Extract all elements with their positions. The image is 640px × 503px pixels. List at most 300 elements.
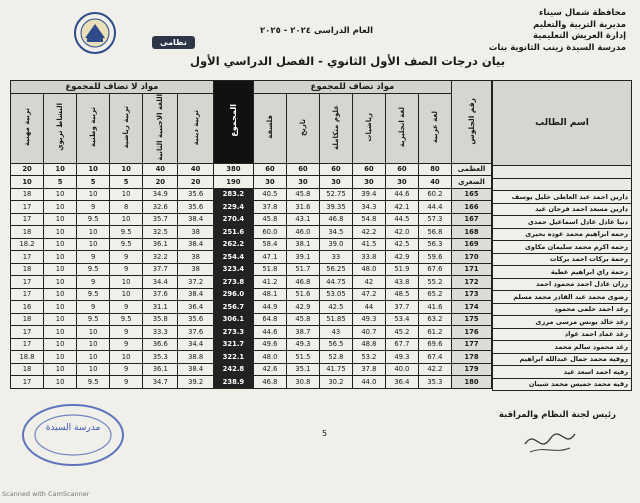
grade-cell: 45.8 xyxy=(286,313,319,326)
grade-cell: 36.4 xyxy=(385,376,418,389)
grade-cell: 44 xyxy=(352,301,385,314)
grade-cell: 37.8 xyxy=(253,201,286,214)
committee-signature-label: رئيس لجنة النظام والمراقبة xyxy=(498,410,616,420)
max-mark-cell: 20 xyxy=(11,163,44,176)
grade-cell: 36.4 xyxy=(178,301,213,314)
grade-cell: 42.9 xyxy=(286,301,319,314)
max-mark-cell: 60 xyxy=(319,163,352,176)
student-names-table xyxy=(492,80,632,391)
grade-cell: 46.8 xyxy=(286,276,319,289)
grade-cell: 67.7 xyxy=(385,338,418,351)
governorate-label: محافظة شمال سيناء xyxy=(539,8,626,18)
list-item xyxy=(493,266,632,279)
grade-cell: 18 xyxy=(11,226,44,239)
grade-cell: 43 xyxy=(319,326,352,339)
grade-cell: 10 xyxy=(44,213,77,226)
list-item xyxy=(493,203,632,216)
seat-number-cell: 173 xyxy=(451,288,491,301)
list-item xyxy=(493,241,632,254)
table-row xyxy=(11,263,492,276)
grade-cell: 63.2 xyxy=(418,313,451,326)
grade-cell: 49.6 xyxy=(253,338,286,351)
grade-cell: 38.4 xyxy=(178,363,213,376)
page-number: 5 xyxy=(322,429,328,438)
grade-cell: 67.6 xyxy=(418,263,451,276)
grade-cell: 49.3 xyxy=(352,313,385,326)
grade-cell: 10 xyxy=(44,263,77,276)
grade-cell: 43.1 xyxy=(286,213,319,226)
seat-number-cell: 180 xyxy=(451,376,491,389)
grade-cell: 16 xyxy=(11,301,44,314)
grade-cell: 44.75 xyxy=(319,276,352,289)
grade-cell: 9.5 xyxy=(110,238,143,251)
grade-cell: 8 xyxy=(110,201,143,214)
table-row xyxy=(11,226,492,239)
student-name: رغد عماد احمد عواد xyxy=(493,328,632,341)
min-total-cell: 190 xyxy=(213,176,253,189)
total-cell: 273.8 xyxy=(213,276,253,289)
list-item xyxy=(493,366,632,379)
name-blank-row xyxy=(493,178,632,191)
seat-number-cell: 167 xyxy=(451,213,491,226)
grade-cell: 42.6 xyxy=(253,363,286,376)
grade-cell: 69.6 xyxy=(418,338,451,351)
table-row xyxy=(11,201,492,214)
max-mark-cell: 60 xyxy=(286,163,319,176)
seat-number-cell: 177 xyxy=(451,338,491,351)
list-item xyxy=(493,253,632,266)
grade-cell: 49.3 xyxy=(385,351,418,364)
seat-number-cell: 176 xyxy=(451,326,491,339)
grade-cell: 42.2 xyxy=(352,226,385,239)
grade-cell: 31.6 xyxy=(286,201,319,214)
grade-cell: 9 xyxy=(77,301,110,314)
grade-cell: 39.2 xyxy=(178,376,213,389)
grade-cell: 10 xyxy=(44,238,77,251)
grade-cell: 37.6 xyxy=(178,326,213,339)
grade-cell: 32.6 xyxy=(143,201,178,214)
grade-cell: 17 xyxy=(11,288,44,301)
grade-cell: 10 xyxy=(77,188,110,201)
min-mark-cell: 20 xyxy=(143,176,178,189)
table-row xyxy=(11,288,492,301)
grade-cell: 34.9 xyxy=(143,188,178,201)
seat-number-cell: 170 xyxy=(451,251,491,264)
table-row xyxy=(11,251,492,264)
grade-cell: 42.1 xyxy=(385,201,418,214)
max-mark-cell: 10 xyxy=(110,163,143,176)
system-badge: نظامى xyxy=(152,36,195,49)
grade-cell: 10 xyxy=(110,351,143,364)
grade-cell: 30.2 xyxy=(319,376,352,389)
student-name: رحمه ابراهيم محمد عوده بحيرى xyxy=(493,228,632,241)
list-item xyxy=(493,316,632,329)
table-row xyxy=(11,313,492,326)
grade-cell: 39.4 xyxy=(352,188,385,201)
grade-cell: 56.25 xyxy=(319,263,352,276)
grade-cell: 33 xyxy=(319,251,352,264)
grade-cell: 38 xyxy=(178,263,213,276)
document-title: بيان درجات الصف الأول الثانوي - الفصل الدراسي الأول xyxy=(190,54,506,68)
grade-cell: 18 xyxy=(11,313,44,326)
grade-cell: 44.4 xyxy=(418,201,451,214)
max-mark-cell: 80 xyxy=(418,163,451,176)
min-mark-cell: 20 xyxy=(178,176,213,189)
grade-cell: 34.7 xyxy=(143,376,178,389)
list-item xyxy=(493,191,632,204)
grade-cell: 40.0 xyxy=(385,363,418,376)
grade-cell: 43.8 xyxy=(385,276,418,289)
grade-cell: 46.8 xyxy=(319,213,352,226)
seat-number-cell: 172 xyxy=(451,276,491,289)
grade-cell: 35.1 xyxy=(286,363,319,376)
student-name: رحمة راي ابراهيم عطية xyxy=(493,266,632,279)
grade-cell: 9 xyxy=(77,201,110,214)
total-cell: 306.1 xyxy=(213,313,253,326)
grade-cell: 18.8 xyxy=(11,351,44,364)
grade-cell: 60.2 xyxy=(418,188,451,201)
grade-cell: 61.2 xyxy=(418,326,451,339)
grade-cell: 10 xyxy=(44,338,77,351)
grade-cell: 36.6 xyxy=(143,338,178,351)
grade-cell: 10 xyxy=(44,351,77,364)
list-item xyxy=(493,291,632,304)
min-mark-cell: 40 xyxy=(418,176,451,189)
grade-cell: 35.3 xyxy=(143,351,178,364)
student-name: رقيه محمد خميس محمد شيبان xyxy=(493,378,632,391)
grade-cell: 60.0 xyxy=(253,226,286,239)
seat-number-cell: 165 xyxy=(451,188,491,201)
added-subjects-header: مواد تضاف للمجموع xyxy=(253,81,451,94)
grade-cell: 38.1 xyxy=(286,238,319,251)
seat-number-cell: 174 xyxy=(451,301,491,314)
subject-header: تربية دينية xyxy=(178,94,213,164)
student-name-header: اسم الطالب xyxy=(493,81,632,166)
grade-cell: 38 xyxy=(178,251,213,264)
grade-cell: 10 xyxy=(44,201,77,214)
grade-cell: 44.6 xyxy=(385,188,418,201)
grade-cell: 17 xyxy=(11,338,44,351)
total-cell: 242.8 xyxy=(213,363,253,376)
grade-cell: 38.4 xyxy=(178,238,213,251)
grade-cell: 10 xyxy=(44,313,77,326)
grade-cell: 10 xyxy=(110,288,143,301)
list-item xyxy=(493,378,632,391)
total-cell: 254.4 xyxy=(213,251,253,264)
list-item xyxy=(493,341,632,354)
grade-cell: 10 xyxy=(77,238,110,251)
grade-cell: 18.2 xyxy=(11,238,44,251)
subject-header: تاريخ xyxy=(286,94,319,164)
max-marks-row xyxy=(11,163,492,176)
grade-cell: 44.9 xyxy=(253,301,286,314)
grade-cell: 9 xyxy=(110,263,143,276)
scanner-watermark: Scanned with CamScanner xyxy=(2,490,90,498)
grade-cell: 39.1 xyxy=(286,251,319,264)
max-mark-cell: 60 xyxy=(253,163,286,176)
total-cell: 256.7 xyxy=(213,301,253,314)
grade-cell: 48.1 xyxy=(253,288,286,301)
list-item xyxy=(493,228,632,241)
grade-cell: 39.35 xyxy=(319,201,352,214)
subject-header: اللغة الاجنبية الثانية xyxy=(143,94,178,164)
grade-cell: 39.0 xyxy=(319,238,352,251)
max-label: العظمى xyxy=(451,163,491,176)
total-header: المجموع xyxy=(213,81,253,164)
subject-header: علوم متكاملة xyxy=(319,94,352,164)
subject-header: تربية مهنية xyxy=(11,94,44,164)
grade-cell: 44.6 xyxy=(253,326,286,339)
max-mark-cell: 60 xyxy=(352,163,385,176)
table-row xyxy=(11,188,492,201)
grades-table xyxy=(10,80,492,389)
seat-number-cell: 178 xyxy=(451,351,491,364)
max-mark-cell: 60 xyxy=(385,163,418,176)
grade-cell: 44.5 xyxy=(385,213,418,226)
list-item xyxy=(493,216,632,229)
subject-header: تربية وطنية xyxy=(77,94,110,164)
grade-cell: 18 xyxy=(11,188,44,201)
grade-cell: 41.75 xyxy=(319,363,352,376)
table-row xyxy=(11,238,492,251)
grade-cell: 10 xyxy=(110,188,143,201)
grade-cell: 9 xyxy=(77,251,110,264)
grade-cell: 42.0 xyxy=(385,226,418,239)
grade-cell: 37.7 xyxy=(143,263,178,276)
administration-label: إدارة العريش التعليمية xyxy=(532,31,626,41)
table-row xyxy=(11,301,492,314)
grade-cell: 42 xyxy=(352,276,385,289)
grade-cell: 46.8 xyxy=(253,376,286,389)
grade-cell: 10 xyxy=(44,363,77,376)
grade-cell: 34.5 xyxy=(319,226,352,239)
grade-cell: 32.2 xyxy=(143,251,178,264)
grade-cell: 48.0 xyxy=(352,263,385,276)
total-cell: 270.4 xyxy=(213,213,253,226)
grade-cell: 40.5 xyxy=(253,188,286,201)
grade-cell: 51.7 xyxy=(286,263,319,276)
grade-cell: 57.3 xyxy=(418,213,451,226)
grade-cell: 9.5 xyxy=(110,226,143,239)
stamp-text: مدرسة السيدة xyxy=(45,423,101,433)
total-cell: 323.4 xyxy=(213,263,253,276)
subject-header: النشاط تربوي xyxy=(44,94,77,164)
grade-cell: 9 xyxy=(77,276,110,289)
total-cell: 283.2 xyxy=(213,188,253,201)
grade-cell: 35.6 xyxy=(178,201,213,214)
student-name: رقيه احمد اسعد عيد xyxy=(493,366,632,379)
seat-number-cell: 175 xyxy=(451,313,491,326)
grade-cell: 45.8 xyxy=(253,213,286,226)
grade-cell: 10 xyxy=(44,301,77,314)
min-mark-cell: 30 xyxy=(385,176,418,189)
table-row xyxy=(11,351,492,364)
subject-header: تربية رياضية xyxy=(110,94,143,164)
grade-cell: 18 xyxy=(11,363,44,376)
grade-cell: 48.0 xyxy=(253,351,286,364)
grade-cell: 37.6 xyxy=(143,288,178,301)
grade-cell: 9 xyxy=(110,301,143,314)
grade-cell: 42.5 xyxy=(319,301,352,314)
school-stamp-icon xyxy=(18,400,128,470)
grade-cell: 34.4 xyxy=(143,276,178,289)
academic-year: العام الدراسى ٢٠٢٤ - ٢٠٢٥ xyxy=(260,26,374,36)
grade-cell: 56.5 xyxy=(319,338,352,351)
table-row xyxy=(11,363,492,376)
seat-number-cell: 166 xyxy=(451,201,491,214)
min-mark-cell: 30 xyxy=(253,176,286,189)
grade-cell: 41.2 xyxy=(253,276,286,289)
grade-cell: 9.5 xyxy=(77,288,110,301)
grade-cell: 54.8 xyxy=(352,213,385,226)
grade-cell: 58.4 xyxy=(253,238,286,251)
grade-cell: 65.2 xyxy=(418,288,451,301)
grade-cell: 9 xyxy=(110,326,143,339)
total-cell: 229.4 xyxy=(213,201,253,214)
grade-cell: 37.2 xyxy=(178,276,213,289)
min-mark-cell: 30 xyxy=(319,176,352,189)
grade-cell: 17 xyxy=(11,251,44,264)
grade-cell: 53.05 xyxy=(319,288,352,301)
grade-cell: 10 xyxy=(110,276,143,289)
student-name: دارين احمد عبد العاطى خليل يوسف xyxy=(493,191,632,204)
student-name: دارين مسعد احمد فرحان عيد xyxy=(493,203,632,216)
grade-cell: 35.7 xyxy=(143,213,178,226)
grade-cell: 67.4 xyxy=(418,351,451,364)
student-name: رحمة بركات احمد بركات xyxy=(493,253,632,266)
grade-cell: 37.7 xyxy=(385,301,418,314)
grade-cell: 37.8 xyxy=(352,363,385,376)
list-item xyxy=(493,303,632,316)
grade-cell: 45.2 xyxy=(385,326,418,339)
student-name: رحمه اكرم محمد سليمان مكاوى xyxy=(493,241,632,254)
table-row xyxy=(11,338,492,351)
grade-cell: 51.85 xyxy=(319,313,352,326)
grade-cell: 10 xyxy=(44,276,77,289)
subject-header: فلسفة xyxy=(253,94,286,164)
student-name: رضوى محمد عبد القادر محمد مسلم xyxy=(493,291,632,304)
directorate-label: مديرية التربية والتعليم xyxy=(533,19,626,30)
grade-cell: 45.8 xyxy=(286,188,319,201)
grade-cell: 52.8 xyxy=(319,351,352,364)
min-label: الصغرى xyxy=(451,176,491,189)
signature-icon xyxy=(520,424,580,460)
grade-cell: 10 xyxy=(44,326,77,339)
grade-cell: 9.5 xyxy=(77,213,110,226)
total-cell: 322.1 xyxy=(213,351,253,364)
grade-cell: 46.0 xyxy=(286,226,319,239)
grade-cell: 47.2 xyxy=(352,288,385,301)
ministry-logo-icon xyxy=(70,10,120,56)
total-cell: 238.9 xyxy=(213,376,253,389)
grade-cell: 42.2 xyxy=(418,363,451,376)
min-marks-row xyxy=(11,176,492,189)
max-total-cell: 380 xyxy=(213,163,253,176)
grade-cell: 18 xyxy=(11,263,44,276)
grade-cell: 9.5 xyxy=(77,376,110,389)
max-mark-cell: 40 xyxy=(143,163,178,176)
grade-cell: 9 xyxy=(110,376,143,389)
total-cell: 262.2 xyxy=(213,238,253,251)
grade-cell: 44.0 xyxy=(352,376,385,389)
student-name: رغد احمد حلمى محمود xyxy=(493,303,632,316)
min-mark-cell: 5 xyxy=(44,176,77,189)
max-mark-cell: 10 xyxy=(77,163,110,176)
grade-cell: 9 xyxy=(110,338,143,351)
grade-cell: 9.5 xyxy=(110,313,143,326)
grade-cell: 17 xyxy=(11,213,44,226)
grade-cell: 10 xyxy=(77,351,110,364)
grade-cell: 10 xyxy=(77,338,110,351)
grade-cell: 35.3 xyxy=(418,376,451,389)
grade-cell: 10 xyxy=(44,376,77,389)
grade-cell: 64.8 xyxy=(253,313,286,326)
grade-cell: 38.4 xyxy=(178,213,213,226)
grade-cell: 34.3 xyxy=(352,201,385,214)
grade-cell: 38.8 xyxy=(178,351,213,364)
grade-cell: 17 xyxy=(11,326,44,339)
grade-cell: 36.1 xyxy=(143,363,178,376)
min-mark-cell: 5 xyxy=(77,176,110,189)
grade-cell: 55.2 xyxy=(418,276,451,289)
max-mark-cell: 40 xyxy=(178,163,213,176)
total-cell: 251.6 xyxy=(213,226,253,239)
grade-cell: 10 xyxy=(110,213,143,226)
grade-cell: 47.1 xyxy=(253,251,286,264)
seat-number-header: رقم الجلوس xyxy=(451,81,491,164)
seat-number-cell: 168 xyxy=(451,226,491,239)
grade-cell: 35.8 xyxy=(143,313,178,326)
seat-number-cell: 169 xyxy=(451,238,491,251)
grade-cell: 10 xyxy=(77,326,110,339)
grade-cell: 51.9 xyxy=(385,263,418,276)
grade-cell: 35.6 xyxy=(178,313,213,326)
grade-cell: 49.3 xyxy=(286,338,319,351)
grade-cell: 56.8 xyxy=(418,226,451,239)
grade-cell: 59.6 xyxy=(418,251,451,264)
list-item xyxy=(493,353,632,366)
table-row xyxy=(11,326,492,339)
grade-cell: 38.4 xyxy=(178,288,213,301)
grade-cell: 36.1 xyxy=(143,238,178,251)
grade-cell: 53.4 xyxy=(385,313,418,326)
seat-number-cell: 179 xyxy=(451,363,491,376)
grade-cell: 17 xyxy=(11,276,44,289)
grade-cell: 38.7 xyxy=(286,326,319,339)
school-label: مدرسة السيدة زينب الثانوية بنات xyxy=(488,42,626,53)
list-item xyxy=(493,278,632,291)
grade-cell: 42.5 xyxy=(385,238,418,251)
grade-cell: 41.5 xyxy=(352,238,385,251)
grade-cell: 30.8 xyxy=(286,376,319,389)
min-mark-cell: 30 xyxy=(286,176,319,189)
grade-cell: 32.5 xyxy=(143,226,178,239)
grade-cell: 34.4 xyxy=(178,338,213,351)
grade-cell: 9.5 xyxy=(77,313,110,326)
grade-cell: 33.8 xyxy=(352,251,385,264)
grade-cell: 10 xyxy=(77,363,110,376)
grade-cell: 48.5 xyxy=(385,288,418,301)
grade-cell: 33.3 xyxy=(143,326,178,339)
grade-cell: 35.6 xyxy=(178,188,213,201)
grade-cell: 52.75 xyxy=(319,188,352,201)
grade-cell: 51.8 xyxy=(253,263,286,276)
grade-cell: 56.3 xyxy=(418,238,451,251)
grade-cell: 48.8 xyxy=(352,338,385,351)
grade-cell: 41.6 xyxy=(418,301,451,314)
student-name: روقيه محمد جمال عبدالله ابراهيم xyxy=(493,353,632,366)
max-mark-cell: 10 xyxy=(44,163,77,176)
